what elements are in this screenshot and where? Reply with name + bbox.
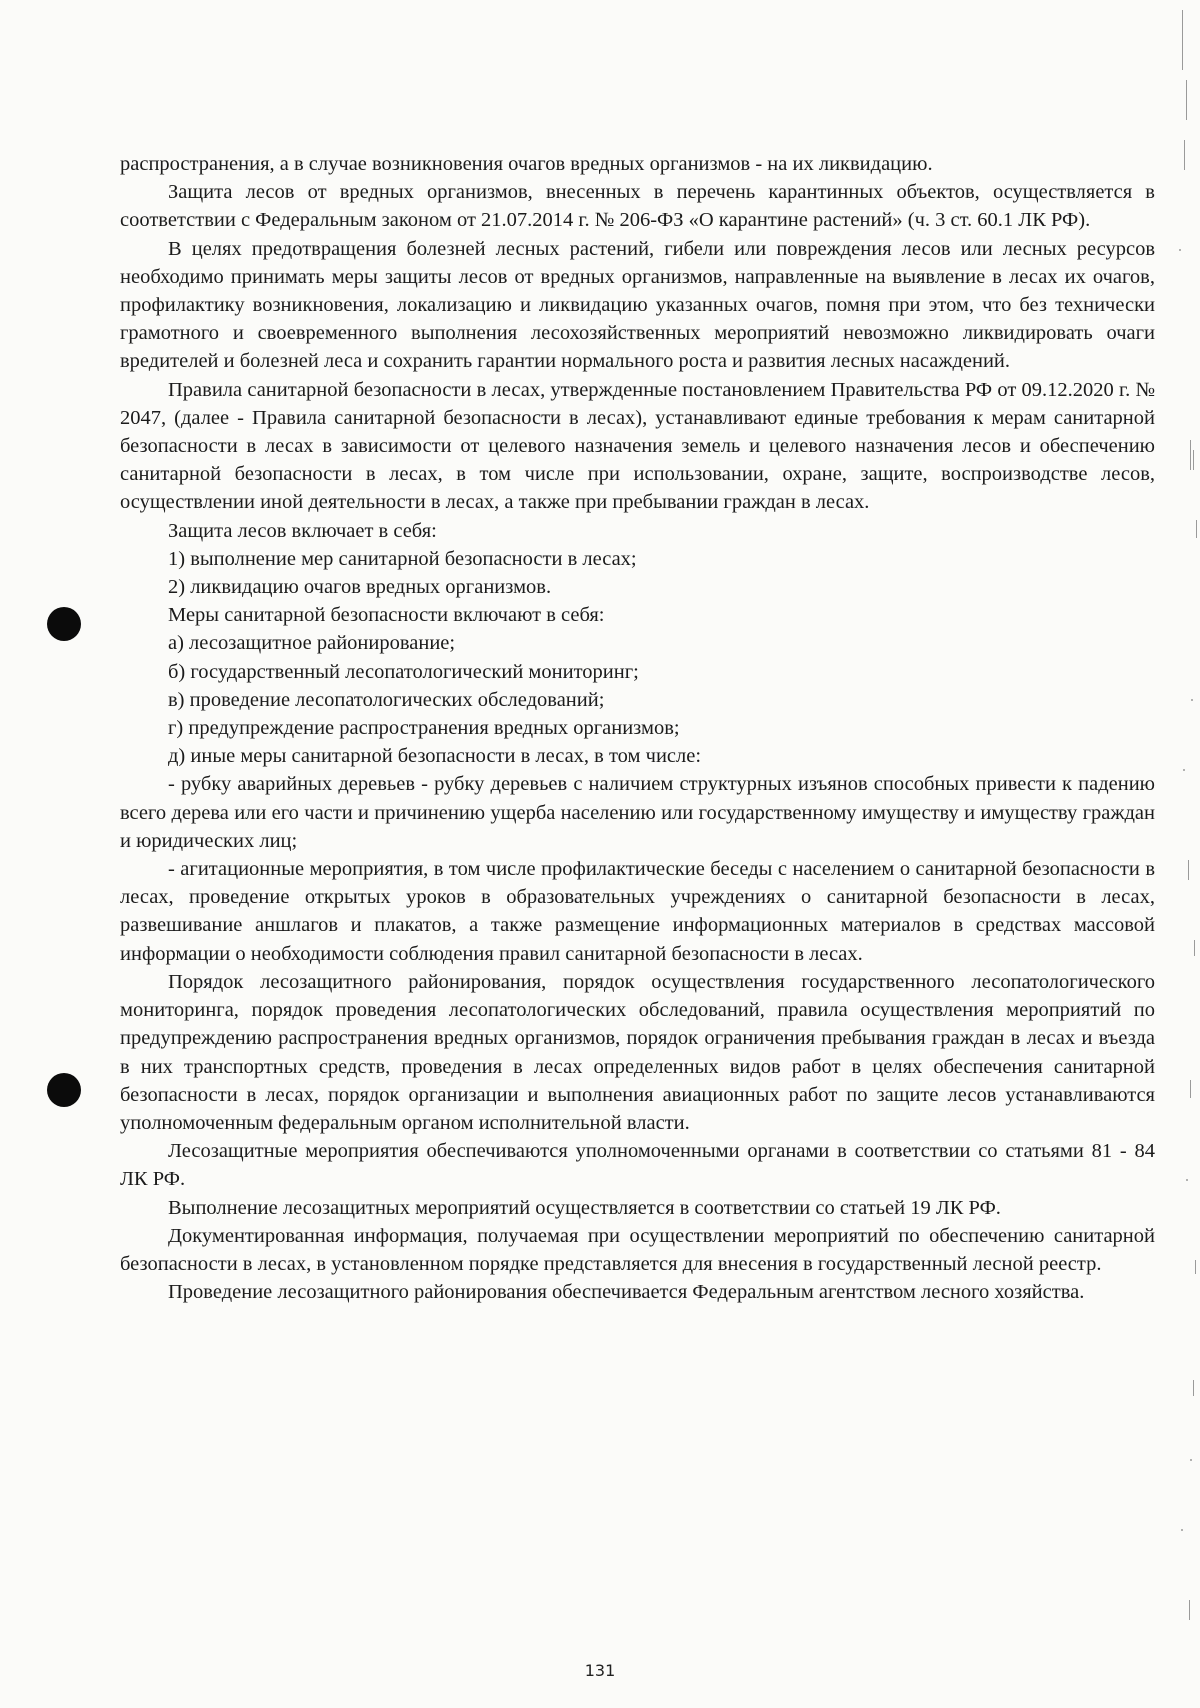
paragraph: Правила санитарной безопасности в лесах, утвержденные постановлением Правительства РФ от 09.12.2020 г. № 2047, (далее - Правила санитарной безопасности в лесах), устанавливают единые требования к мерам санитарной безопасности в лесах в зависимости от целевого назначения земель и целевого назначения лесов и обеспечению санитарной безопасности в лесах, в том числе при использовании, охране, защите, воспроизводстве лесов, осуществлении иной деятельности в лесах, а также при пребывании граждан в лесах. [120, 378, 1155, 514]
list-item: б) государственный лесопатологический мониторинг; [168, 660, 639, 683]
paragraph: Защита лесов от вредных организмов, внесенных в перечень карантинных объектов, осуществляется в соответствии с Федеральным законом от 21.07.2014 г. № 206-ФЗ «О карантине растений» (ч. 3 ст. 60.1 ЛК РФ). [120, 181, 1155, 232]
paragraph: Документированная информация, получаемая при осуществлении мероприятий по обеспечению санитарной безопасности в лесах, в установленном порядке представляется для внесения в государственный лесной реестр. [120, 1224, 1155, 1275]
dash-item: - рубку аварийных деревьев - рубку деревьев с наличием структурных изъянов способных привести к падению всего дерева или его части и причинению ущерба населению или государственному имуществу и имуществу граждан и юридических лиц; [120, 773, 1155, 852]
paragraph: Проведение лесозащитного районирования обеспечивается Федеральным агентством лесного хозяйства. [168, 1281, 1085, 1304]
list-item: в) проведение лесопатологических обследований; [168, 688, 605, 711]
paragraph: Лесозащитные мероприятия обеспечиваются уполномоченными органами в соответствии со статьями 81 - 84 ЛК РФ. [120, 1140, 1155, 1191]
list-heading: Защита лесов включает в себя: [168, 519, 437, 542]
paragraph: Порядок лесозащитного районирования, порядок осуществления государственного лесопатологического мониторинга, порядок проведения лесопатологических обследований, правила осуществления мероприятий по предупреждению распространения вредных организмов, порядок ограничения пребывания граждан в лесах и въезда в них транспортных средств, проведения в лесах определенных видов работ в целях обеспечения санитарной безопасности в лесах, порядок организации и выполнения авиационных работ по защите лесов устанавливаются уполномоченным федеральным органом исполнительной власти. [120, 970, 1155, 1134]
list-item: д) иные меры санитарной безопасности в лесах, в том числе: [168, 745, 702, 768]
paragraph: Выполнение лесозащитных мероприятий осуществляется в соответствии со статьей 19 ЛК РФ. [168, 1196, 1001, 1219]
punch-hole-mark [47, 1073, 81, 1107]
list-item: г) предупреждение распространения вредных организмов; [168, 717, 680, 740]
page-number: 131 [584, 1661, 616, 1680]
body-text [120, 150, 1155, 1306]
paragraph: распространения, а в случае возникновения очагов вредных организмов - на их ликвидацию. [120, 153, 933, 175]
dash-item: - агитационные мероприятия, в том числе профилактические беседы с населением о санитарной безопасности в лесах, проведение открытых уроков в образовательных учреждениях о санитарной безопасности в лесах, развешивание аншлагов и плакатов, а также размещение информационных материалов в средствах массовой информации о необходимости соблюдения правил санитарной безопасности в лесах. [120, 858, 1155, 965]
list-item: 2) ликвидацию очагов вредных организмов. [168, 576, 552, 599]
list-item: а) лесозащитное районирование; [168, 632, 456, 655]
list-heading: Меры санитарной безопасности включают в себя: [168, 604, 605, 627]
scan-edge-noise [1160, 0, 1200, 1708]
list-item: 1) выполнение мер санитарной безопасности в лесах; [168, 547, 637, 570]
punch-hole-mark [47, 607, 81, 641]
paragraph: В целях предотвращения болезней лесных растений, гибели или повреждения лесов или лесных ресурсов необходимо принимать меры защиты лесов от вредных организмов, направленные на выявление в лесах их очагов, профилактику возникновения, локализацию и ликвидацию указанных очагов, помня при этом, что без технически грамотного и своевременного выполнения лесохозяйственных мероприятий невозможно ликвидировать очаги вредителей и болезней леса и сохранить гарантии нормального роста и развития лесных насаждений. [120, 237, 1155, 373]
